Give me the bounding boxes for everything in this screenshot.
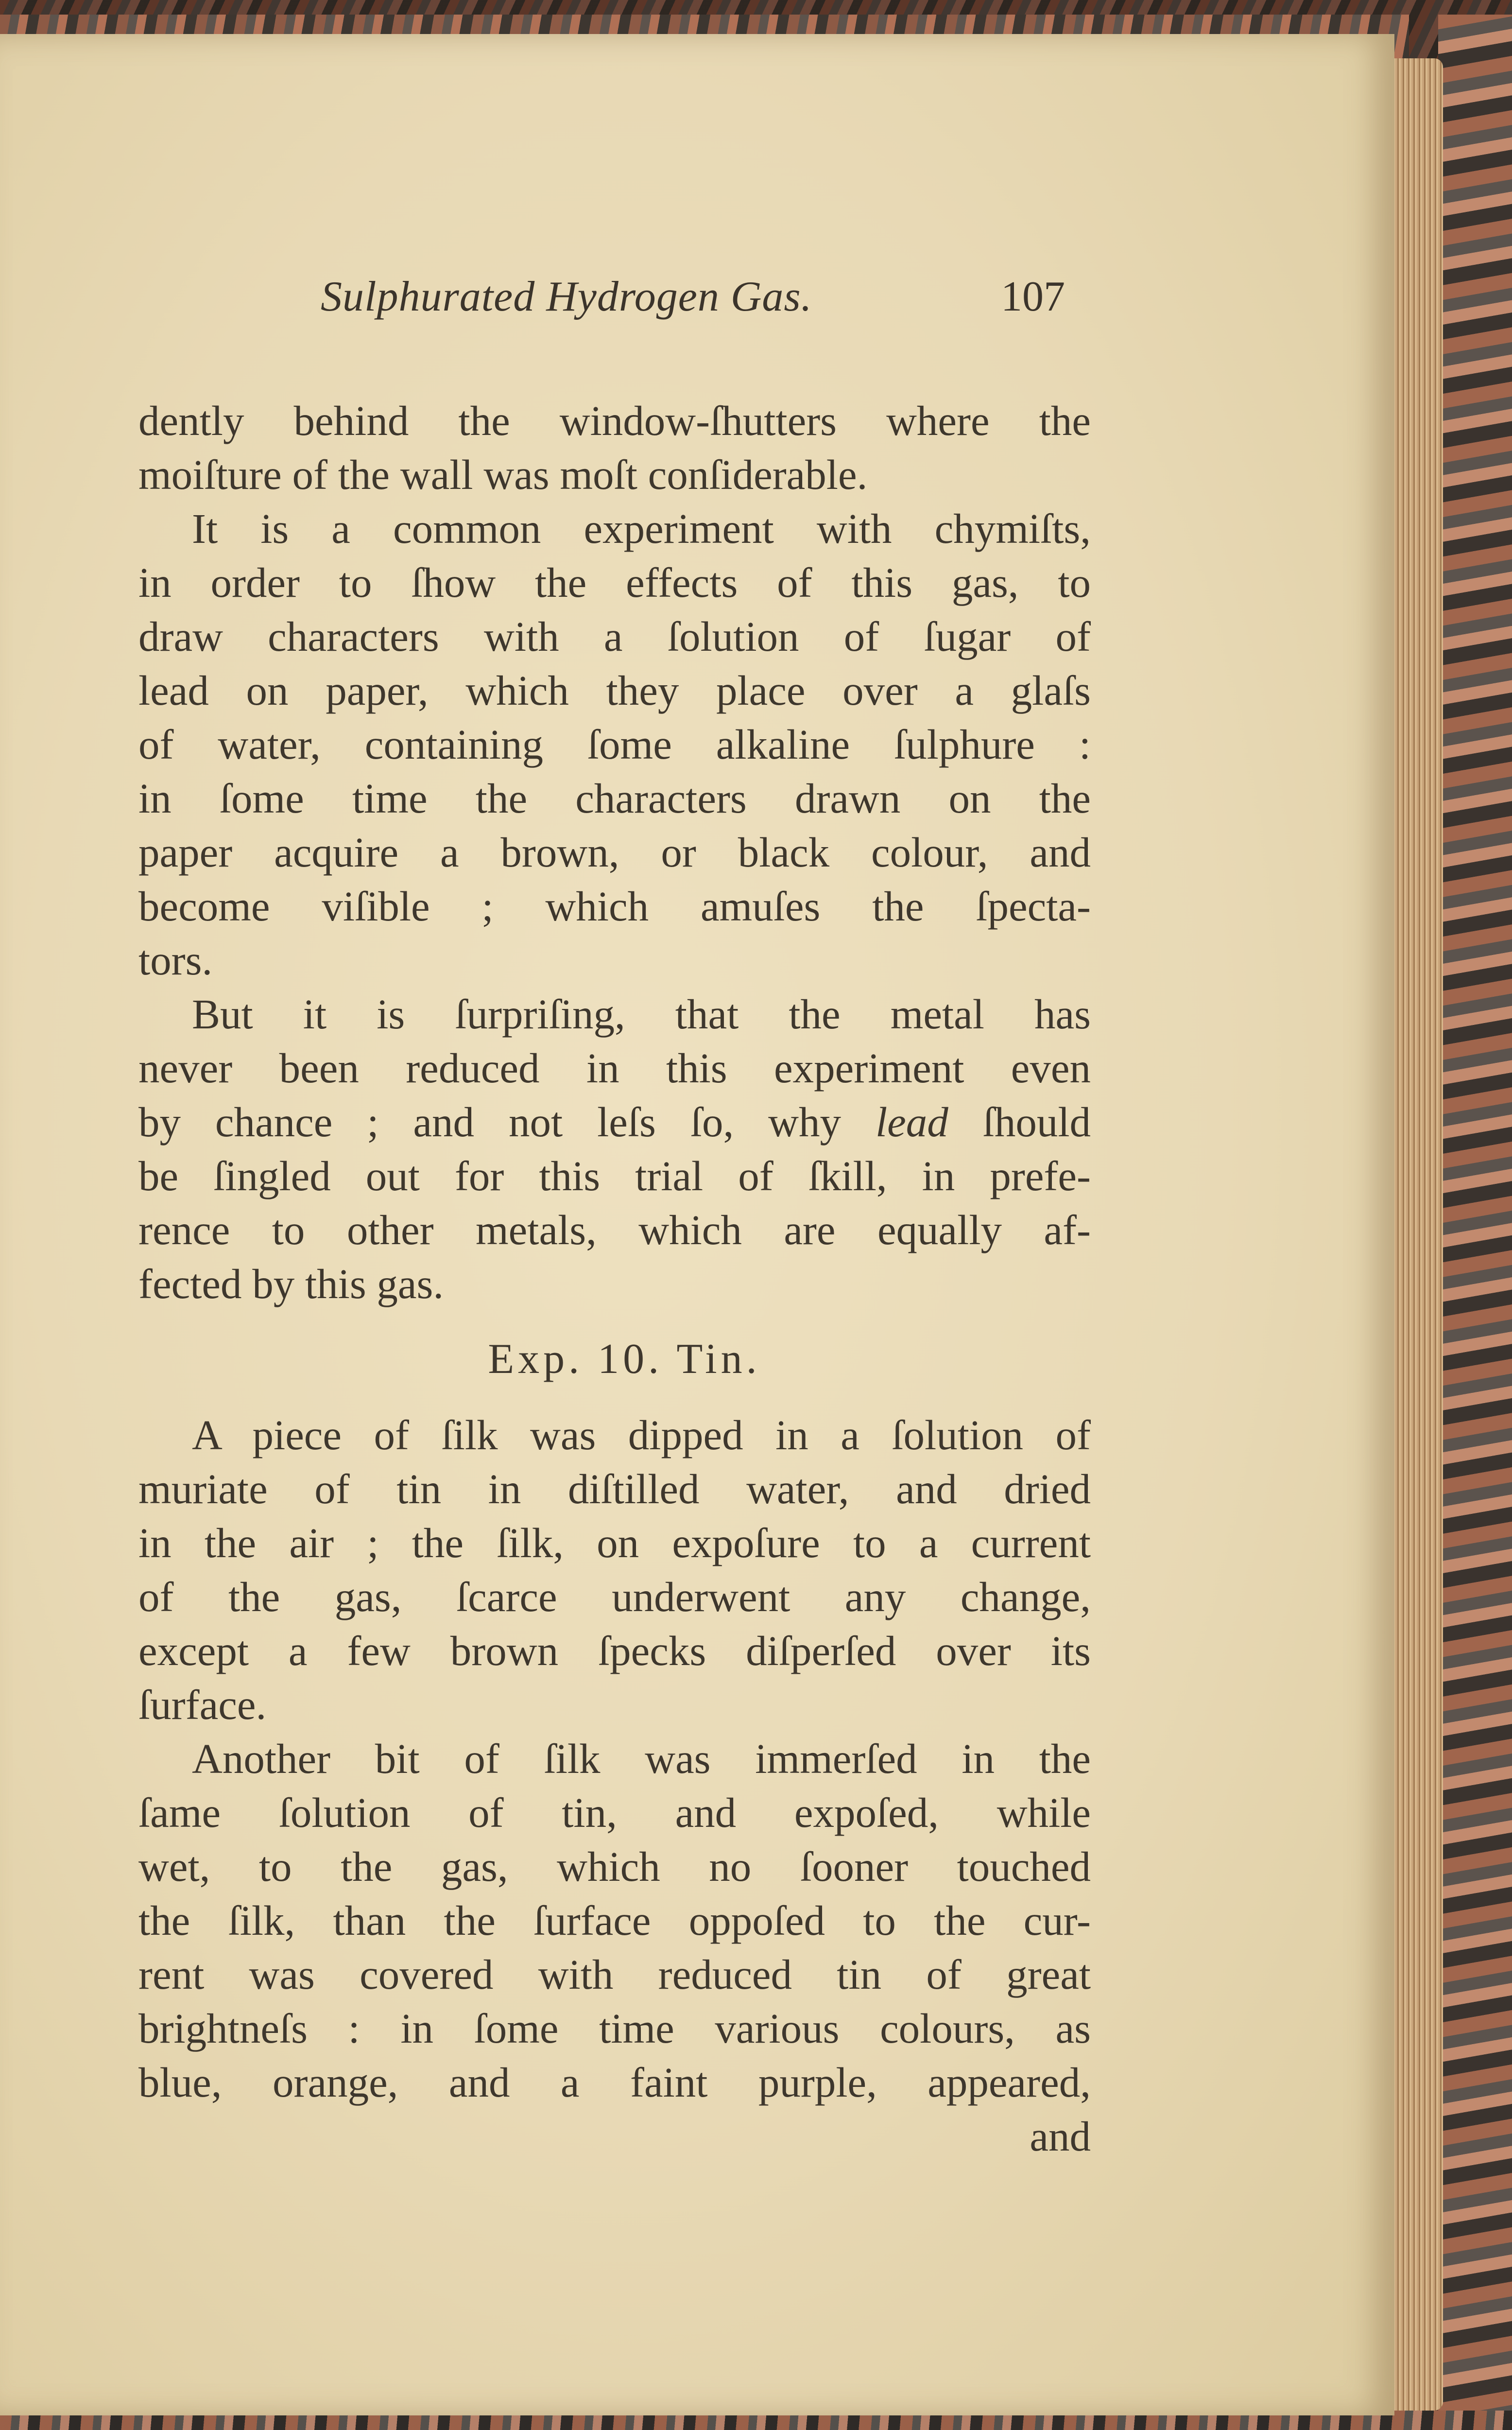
- text-line: Another bit of ſilk was immerſed in the: [192, 1735, 1091, 1782]
- section-heading: Exp. 10. Tin.: [488, 1336, 761, 1383]
- text-run: by chance ; and not leſs ſo, why: [138, 1098, 876, 1146]
- text-line-with-italic: [138, 1095, 1091, 1149]
- text-line: except a few brown ſpecks diſperſed over its: [138, 1627, 1091, 1674]
- marbled-board-right: [1438, 15, 1512, 2430]
- text-line: be ſingled out for this trial of ſkill, in prefe-: [138, 1152, 1091, 1199]
- text-line: rent was covered with reduced tin of great: [138, 1951, 1091, 1998]
- text-line: blue, orange, and a faint purple, appeared,: [138, 2059, 1091, 2106]
- text-line: paper acquire a brown, or black colour, and: [138, 829, 1091, 876]
- page-number: 107: [1001, 273, 1065, 320]
- text-line: in order to ſhow the effects of this gas, to: [138, 559, 1091, 606]
- text-line: But it is ſurpriſing, that the metal has: [192, 990, 1091, 1038]
- text-line: muriate of tin in diſtilled water, and dried: [138, 1465, 1091, 1512]
- text-line: tors.: [138, 937, 213, 984]
- text-line: brightneſs : in ſome time various colours, as: [138, 2005, 1091, 2052]
- catchword: and: [1030, 2113, 1091, 2160]
- text-line: of the gas, ſcarce underwent any change,: [138, 1573, 1091, 1620]
- text-line: It is a common experiment with chymiſts,: [192, 505, 1091, 552]
- text-line: moiſture of the wall was moſt conſiderable.: [138, 451, 868, 498]
- text-line: in the air ; the ſilk, on expoſure to a current: [138, 1519, 1091, 1566]
- text-line: of water, containing ſome alkaline ſulphure :: [138, 721, 1091, 768]
- text-line: ſame ſolution of tin, and expoſed, while: [138, 1789, 1091, 1836]
- text-line: the ſilk, than the ſurface oppoſed to the cur-: [138, 1897, 1091, 1944]
- running-title: Sulphurated Hydrogen Gas.: [321, 273, 812, 320]
- body-text: [138, 394, 1091, 2163]
- text-line: never been reduced in this experiment even: [138, 1044, 1091, 1092]
- text-line: become viſible ; which amuſes the ſpecta-: [138, 883, 1091, 930]
- text-line: A piece of ſilk was dipped in a ſolution of: [192, 1411, 1091, 1458]
- text-line: wet, to the gas, which no ſooner touched: [138, 1843, 1091, 1890]
- text-line: rence to other metals, which are equally af-: [138, 1206, 1091, 1253]
- running-head: [311, 272, 1088, 330]
- book-page: [0, 34, 1394, 2415]
- text-line: ſurface.: [138, 1681, 267, 1728]
- text-line: in ſome time the characters drawn on the: [138, 775, 1091, 822]
- text-line: fected by this gas.: [138, 1260, 444, 1307]
- text-line: lead on paper, which they place over a glaſs: [138, 667, 1091, 714]
- text-line: dently behind the window-ſhutters where the: [138, 397, 1091, 444]
- text-run: ſhould: [948, 1098, 1091, 1146]
- text-line: draw characters with a ſolution of ſugar of: [138, 613, 1091, 660]
- italic-word: lead: [875, 1098, 948, 1146]
